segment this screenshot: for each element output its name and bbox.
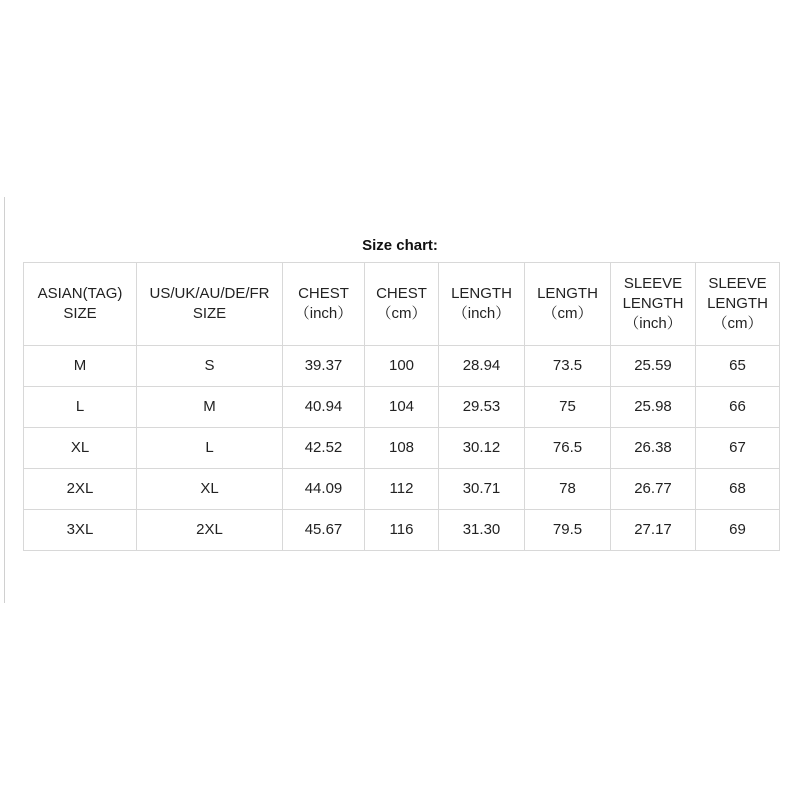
table-cell: 44.09 bbox=[283, 469, 365, 510]
chart-title: Size chart: bbox=[362, 237, 438, 254]
header-chest-inch bbox=[283, 263, 365, 346]
table-cell: 29.53 bbox=[439, 387, 525, 428]
table-cell: 25.59 bbox=[611, 346, 696, 387]
table-row bbox=[24, 346, 780, 387]
header-length-cm bbox=[525, 263, 611, 346]
table-cell: 26.77 bbox=[611, 469, 696, 510]
left-divider bbox=[4, 197, 5, 603]
table-cell: M bbox=[137, 387, 283, 428]
table-cell: 3XL bbox=[24, 510, 137, 551]
header-line: US/UK/AU/DE/FR bbox=[149, 285, 270, 302]
table-row bbox=[24, 387, 780, 428]
table-cell: 25.98 bbox=[611, 387, 696, 428]
table-cell: XL bbox=[137, 469, 283, 510]
table-cell: 26.38 bbox=[611, 428, 696, 469]
table-cell: 68 bbox=[696, 469, 780, 510]
header-length-inch bbox=[439, 263, 525, 346]
table-cell: M bbox=[24, 346, 137, 387]
table-cell: L bbox=[24, 387, 137, 428]
header-line: LENGTH bbox=[451, 285, 512, 302]
header-line: LENGTH bbox=[707, 295, 768, 312]
header-asian-size bbox=[24, 263, 137, 346]
table-cell: 69 bbox=[696, 510, 780, 551]
header-line: （cm） bbox=[376, 305, 427, 322]
table-cell: 104 bbox=[365, 387, 439, 428]
header-chest-cm bbox=[365, 263, 439, 346]
table-cell: 73.5 bbox=[525, 346, 611, 387]
table-cell: 40.94 bbox=[283, 387, 365, 428]
header-line: （inch） bbox=[294, 305, 353, 322]
header-line: CHEST bbox=[298, 285, 349, 302]
table-cell: 31.30 bbox=[439, 510, 525, 551]
header-line: SIZE bbox=[192, 305, 227, 322]
header-line: CHEST bbox=[376, 285, 427, 302]
table-cell: 27.17 bbox=[611, 510, 696, 551]
size-table bbox=[23, 262, 780, 551]
header-us-size bbox=[137, 263, 283, 346]
header-line: SIZE bbox=[63, 305, 97, 322]
table-cell: 66 bbox=[696, 387, 780, 428]
table-cell: 39.37 bbox=[283, 346, 365, 387]
header-line: LENGTH bbox=[622, 295, 684, 312]
table-cell: 45.67 bbox=[283, 510, 365, 551]
table-cell: 79.5 bbox=[525, 510, 611, 551]
header-sleeve-inch bbox=[611, 263, 696, 346]
table-cell: 112 bbox=[365, 469, 439, 510]
header-line: ASIAN(TAG) bbox=[37, 285, 123, 302]
table-cell: 30.71 bbox=[439, 469, 525, 510]
header-sleeve-cm bbox=[696, 263, 780, 346]
header-line: LENGTH bbox=[537, 285, 598, 302]
table-row bbox=[24, 428, 780, 469]
table-cell: 116 bbox=[365, 510, 439, 551]
header-line: （inch） bbox=[452, 305, 511, 322]
table-cell: 28.94 bbox=[439, 346, 525, 387]
table-cell: 42.52 bbox=[283, 428, 365, 469]
table-cell: 65 bbox=[696, 346, 780, 387]
table-cell: 2XL bbox=[137, 510, 283, 551]
table-cell: 67 bbox=[696, 428, 780, 469]
table-cell: 76.5 bbox=[525, 428, 611, 469]
table-cell: L bbox=[137, 428, 283, 469]
table-cell: XL bbox=[24, 428, 137, 469]
table-cell: S bbox=[137, 346, 283, 387]
table-cell: 100 bbox=[365, 346, 439, 387]
header-row bbox=[24, 263, 780, 346]
header-line: （inch） bbox=[624, 315, 682, 332]
table-cell: 75 bbox=[525, 387, 611, 428]
header-line: SLEEVE bbox=[623, 275, 683, 292]
header-line: （cm） bbox=[542, 305, 593, 322]
table-cell: 78 bbox=[525, 469, 611, 510]
table-cell: 108 bbox=[365, 428, 439, 469]
table-row bbox=[24, 510, 780, 551]
table-cell: 2XL bbox=[24, 469, 137, 510]
header-line: （cm） bbox=[712, 315, 763, 332]
header-line: SLEEVE bbox=[708, 275, 767, 292]
table-row bbox=[24, 469, 780, 510]
table-cell: 30.12 bbox=[439, 428, 525, 469]
